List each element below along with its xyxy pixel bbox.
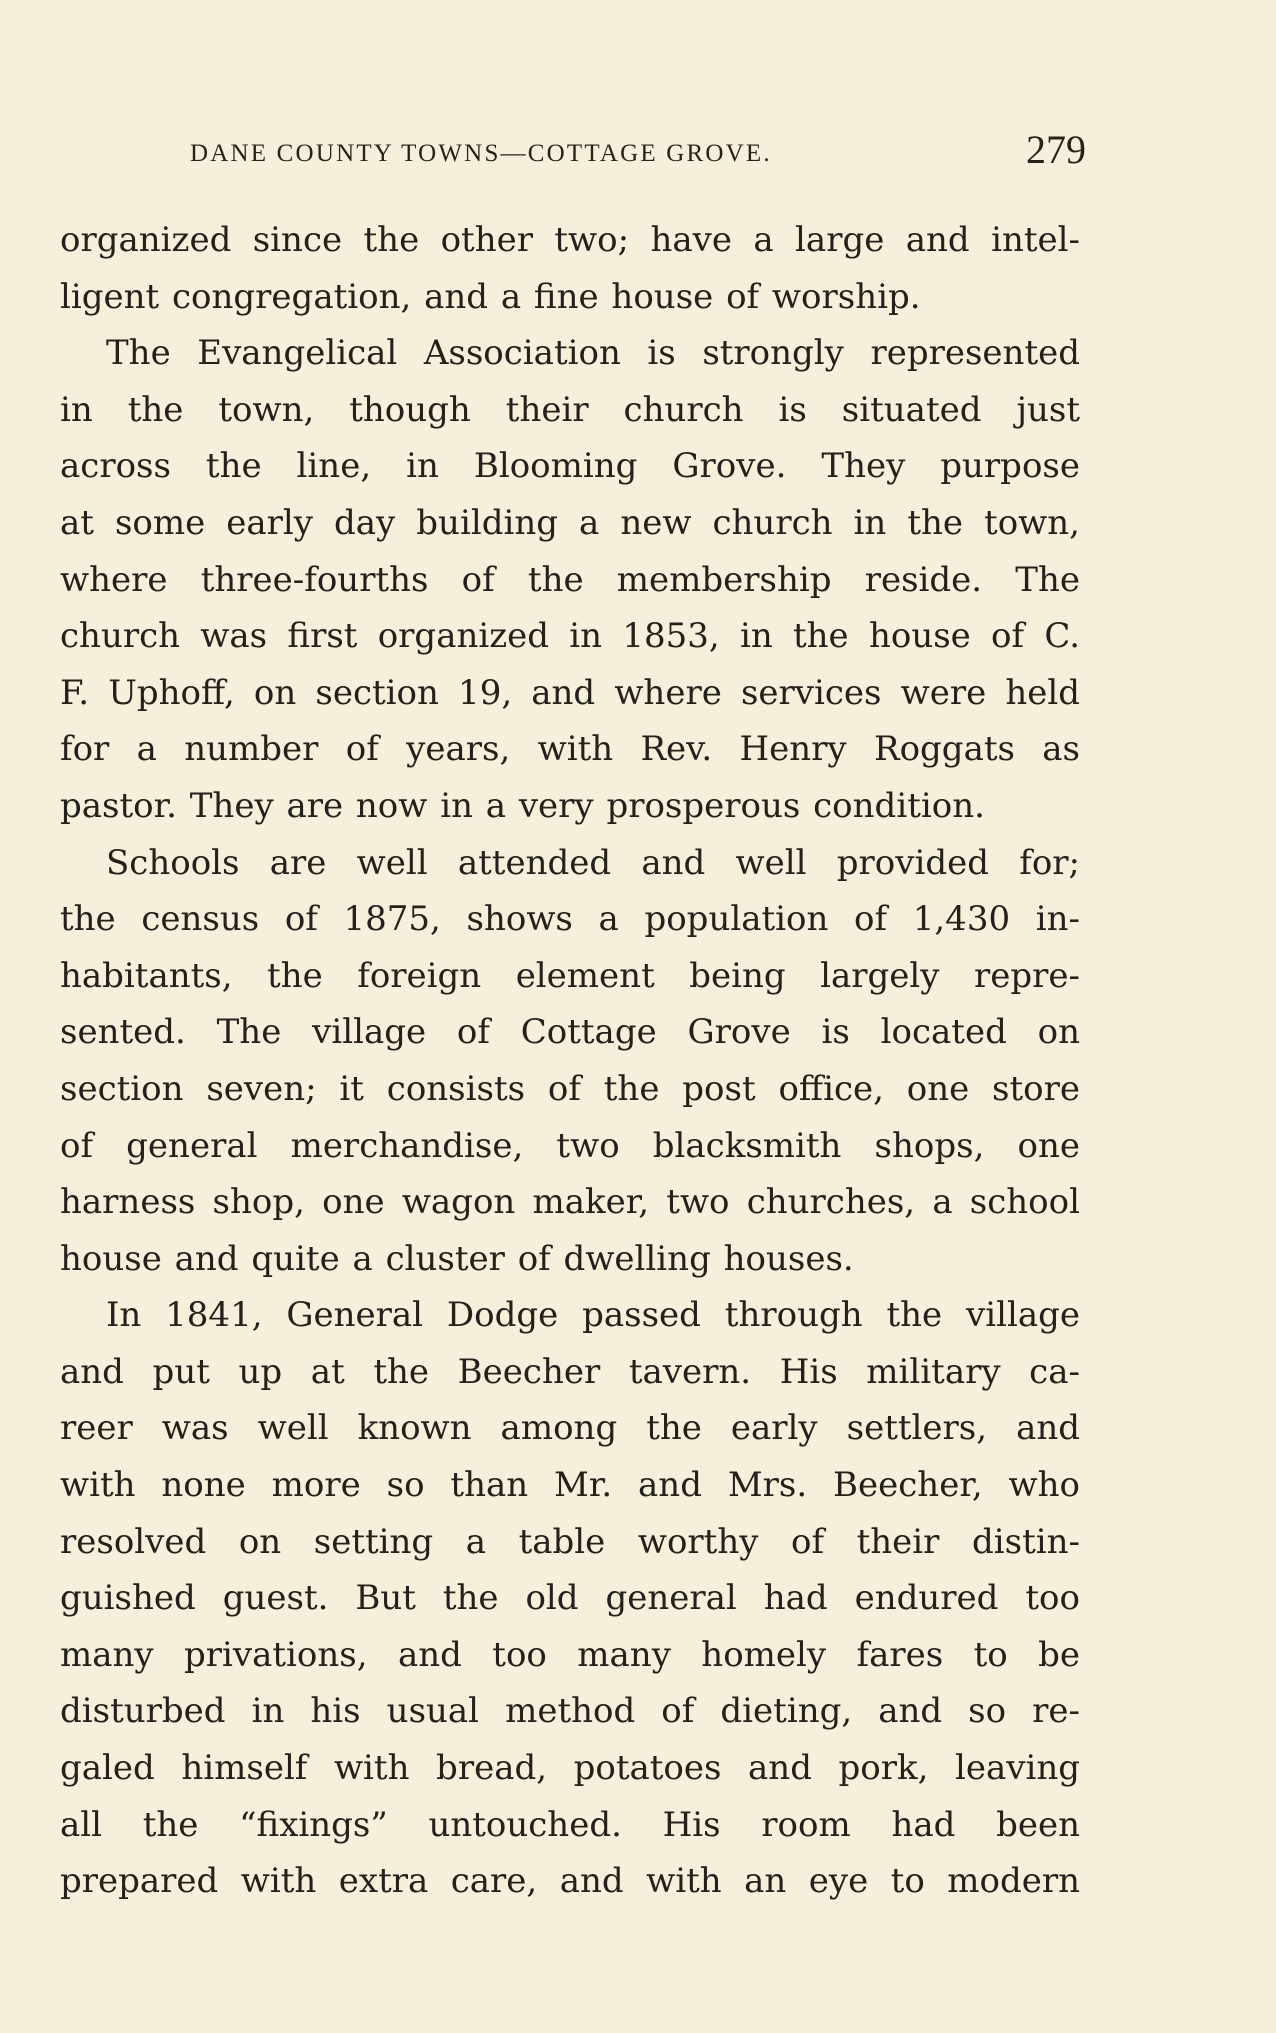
text-line: section seven; it consists of the post office, one store bbox=[60, 1068, 1080, 1109]
text-line: where three-fourths of the membership reside. The bbox=[60, 559, 1080, 600]
text-line: and put up at the Beecher tavern. His military ca- bbox=[60, 1351, 1080, 1392]
page-header bbox=[190, 124, 1086, 184]
text-line: at some early day building a new church in the town, bbox=[60, 502, 1080, 543]
page-number: 279 bbox=[1026, 127, 1086, 172]
text-line: across the line, in Blooming Grove. They purpose bbox=[60, 446, 1080, 487]
text-line: pastor. They are now in a very prosperous condition. bbox=[60, 785, 985, 826]
text-line: galed himself with bread, potatoes and pork, leaving bbox=[60, 1748, 1080, 1789]
text-line: many privations, and too many homely fares to be bbox=[60, 1634, 1080, 1675]
running-head: DANE COUNTY TOWNS—COTTAGE GROVE. bbox=[190, 140, 772, 167]
text-line: church was first organized in 1853, in the house of C. bbox=[60, 616, 1080, 657]
text-line: house and quite a cluster of dwelling houses. bbox=[60, 1238, 854, 1279]
text-line: in the town, though their church is situated just bbox=[60, 389, 1080, 430]
text-line: F. Uphoff, on section 19, and where services were held bbox=[60, 672, 1080, 713]
text-line: prepared with extra care, and with an eye to modern bbox=[60, 1861, 1080, 1902]
text-line: of general merchandise, two blacksmith shops, one bbox=[60, 1125, 1080, 1166]
text-line: harness shop, one wagon maker, two churches, a school bbox=[60, 1182, 1080, 1223]
text-line: ligent congregation, and a fine house of worship. bbox=[60, 276, 921, 317]
text-line: organized since the other two; have a large and intel- bbox=[60, 220, 1080, 260]
text-line: all the “fixings” untouched. His room had been bbox=[60, 1804, 1080, 1845]
text-line: In 1841, General Dodge passed through the village bbox=[106, 1295, 1080, 1336]
text-line: habitants, the foreign element being largely repre- bbox=[60, 955, 1080, 996]
text-line: with none more so than Mr. and Mrs. Beecher, who bbox=[60, 1465, 1080, 1506]
text-line: for a number of years, with Rev. Henry Roggats as bbox=[60, 729, 1080, 770]
text-line: guished guest. But the old general had endured too bbox=[60, 1578, 1080, 1619]
text-line: The Evangelical Association is strongly represented bbox=[106, 333, 1080, 374]
body-text bbox=[60, 212, 1080, 1910]
text-line: sented. The village of Cottage Grove is located on bbox=[60, 1012, 1080, 1053]
text-line: reer was well known among the early settlers, and bbox=[60, 1408, 1080, 1449]
text-line: the census of 1875, shows a population of 1,430 in- bbox=[60, 899, 1080, 940]
text-line: disturbed in his usual method of dieting, and so re- bbox=[60, 1691, 1080, 1732]
text-line: Schools are well attended and well provided for; bbox=[106, 842, 1080, 883]
text-line: resolved on setting a table worthy of their distin- bbox=[60, 1521, 1080, 1562]
